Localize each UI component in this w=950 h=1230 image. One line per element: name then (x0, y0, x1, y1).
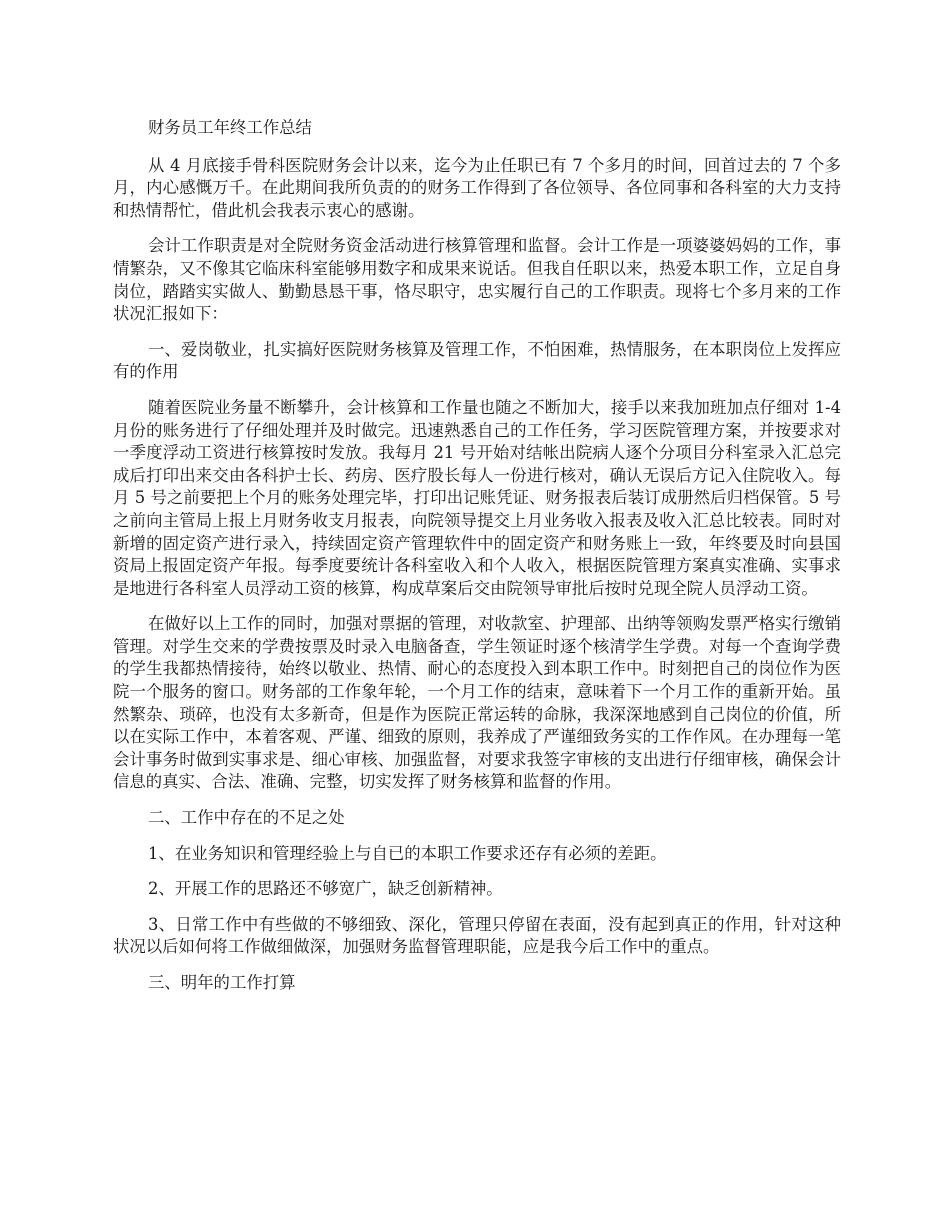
paragraph-accounting-work: 随着医院业务量不断攀升，会计核算和工作量也随之不断加大，接手以来我加班加点仔细对 1-4 月份的账务进行了仔细处理并及时做完。迅速熟悉自己的工作任务，学习医院管理方案，并按要求对一季度浮动工资进行核算按时发放。我每月 21 号开始对结帐出院病人逐个分项目分科室录入汇总完成后打印出来交由各科护士长、药房、医疗股长每人一份进行核对，确认无误后方记入住院收入。每月 5 号之前要把上个月的账务处理完毕，打印出记账凭证、财务报表后装订成册然后归档保管。5 号之前向主管局上报上月财务收支月报表，向院领导提交上月业务收入报表及收入汇总比较表。同时对新增的固定资产进行录入，持续固定资产管理软件中的固定资产和财务账上一致，年终要及时向县国资局上报固定资产年报。每季度要统计各科室收入和个人收入，根据医院管理方案真实准确、实事求是地进行各科室人员浮动工资的核算，构成草案后交由院领导审批后按时兑现全院人员浮动工资。 (113, 397, 841, 598)
paragraph-intro: 从 4 月底接手骨科医院财务会计以来，迄今为止任职已有 7 个多月的时间，回首过去的 7 个多月，内心感慨万千。在此期间我所负责的的财务工作得到了各位领导、各位同事和各科室的大力支持和热情帮忙，借此机会我表示衷心的感谢。 (113, 155, 841, 220)
shortcoming-item-1: 1、在业务知识和管理经验上与自已的本职工作要求还存有必须的差距。 (148, 843, 667, 863)
section-heading-2: 二、工作中存在的不足之处 (148, 808, 345, 828)
paragraph-receipt-management: 在做好以上工作的同时，加强对票据的管理，对收款室、护理部、出纳等领购发票严格实行缴销管理。对学生交来的学费按票及时录入电脑备查，学生领证时逐个核清学生学费。对每一个查询学费的学生我都热情接待，始终以敬业、热情、耐心的态度投入到本职工作中。时刻把自己的岗位作为医院一个服务的窗口。财务部的工作象年轮，一个月工作的结束，意味着下一个月工作的重新开始。虽然繁杂、琐碎，也没有太多新奇，但是作为医院正常运转的命脉，我深深地感到自己岗位的价值，所以在实际工作中，本着客观、严谨、细致的原则，我养成了严谨细致务实的工作作风。在办理每一笔会计事务时做到实事求是、细心审核、加强监督，对要求我签字审核的支出进行仔细审核，确保会计信息的真实、合法、准确、完整，切实发挥了财务核算和监督的作用。 (113, 614, 841, 792)
shortcoming-item-2: 2、开展工作的思路还不够宽广，缺乏创新精神。 (148, 879, 503, 899)
document-page (113, 117, 841, 1008)
section-heading-1: 一、爱岗敬业，扎实搞好医院财务核算及管理工作，不怕困难，热情服务，在本职岗位上发挥应有的作用 (113, 339, 841, 382)
shortcoming-item-3: 3、日常工作中有些做的不够细致、深化，管理只停留在表面，没有起到真正的作用，针对这种状况以后如何将工作做细做深，加强财务监督管理职能，应是我今后工作中的重点。 (113, 914, 841, 957)
document-title: 财务员工年终工作总结 (148, 118, 312, 137)
paragraph-duties: 会计工作职责是对全院财务资金活动进行核算管理和监督。会计工作是一项婆婆妈妈的工作，事情繁杂，又不像其它临床科室能够用数字和成果来说话。但我自任职以来，热爱本职工作，立足自身岗位，踏踏实实做人、勤勤恳恳干事，恪尽职守，忠实履行自己的工作职责。现将七个多月来的工作状况汇报如下： (113, 236, 841, 324)
section-heading-3: 三、明年的工作打算 (148, 973, 296, 992)
